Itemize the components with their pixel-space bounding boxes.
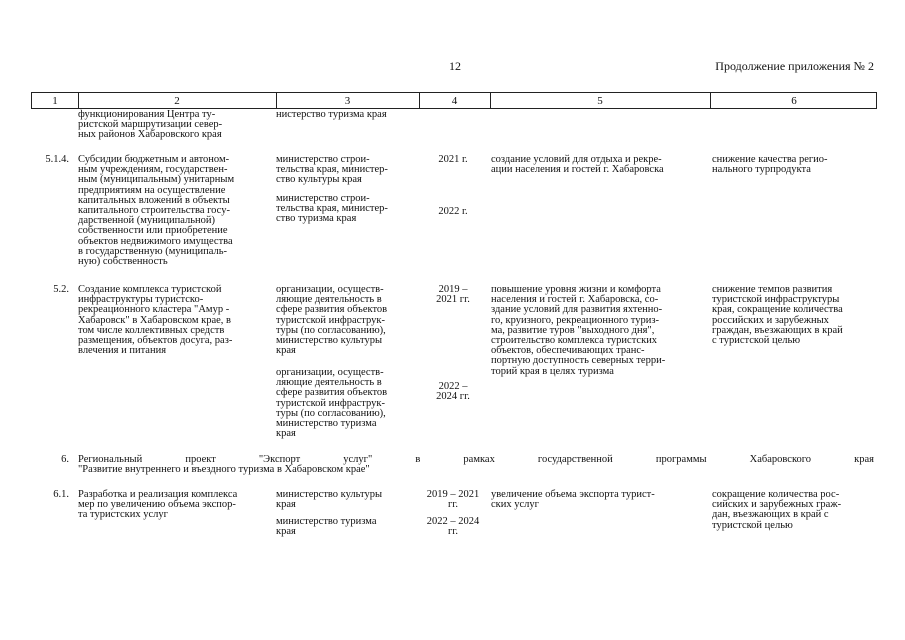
header-divider <box>490 93 491 108</box>
header-col-1: 1 <box>52 95 58 107</box>
header-divider <box>710 93 711 108</box>
row-6-1-result: увеличение объема экспорта турист- ских услуг <box>491 489 655 511</box>
row-5-1-4-result: создание условий для отдыха и рекре- ации населения и гостей г. Хабаровска <box>491 154 664 176</box>
row-5-1-4-period-b: 2022 г. <box>438 206 468 217</box>
header-divider <box>78 93 79 108</box>
row-6-1-period-a: 2019 – 2021 гг. <box>426 489 480 511</box>
row-5-1-4-period-a: 2021 г. <box>438 154 468 165</box>
row-5-1-4-consequence: снижение качества регио- нального турпродукта <box>712 154 828 176</box>
continuation-title: Продолжение приложения № 2 <box>715 59 874 73</box>
header-col-6: 6 <box>791 95 797 107</box>
row-6-title-line1: Региональный проект "Экспорт услуг" в рамках государственной программы Хабаровского края <box>78 454 874 465</box>
row-number-6-1: 6.1. <box>53 489 69 500</box>
row-5-2-period-a: 2019 – 2021 гг. <box>436 284 470 306</box>
row-6-1-period-b: 2022 – 2024 гг. <box>426 516 480 538</box>
row-6-1-executor-a: министерство культуры края <box>276 489 383 511</box>
page-number: 12 <box>449 59 461 73</box>
row-number-6: 6. <box>61 454 69 465</box>
row-5-2-consequence: снижение темпов развития туристской инфраструктуры края, сокращение количества российских и зарубежных граждан, въезжающих в край с туристской целью <box>712 284 843 347</box>
header-divider <box>276 93 277 108</box>
row-5-2-period-b: 2022 – 2024 гг. <box>436 381 470 403</box>
header-col-2: 2 <box>174 95 180 107</box>
row-6-1-executor-b: министерство туризма края <box>276 516 377 538</box>
header-col-5: 5 <box>597 95 603 107</box>
row-6-title-line2: "Развитие внутреннего и въездного туризма в Хабаровском крае" <box>78 464 370 475</box>
row-6-1-name: Разработка и реализация комплекса мер по увеличению объема экспор- та туристских услуг <box>78 489 238 521</box>
row-5-2-result: повышение уровня жизни и комфорта населения и гостей г. Хабаровска, со- здание условий для развития яхтенно- го, круизного, рекреационного туриз- ма, развитие туров "выходного дня", строительство комплекса туристских объектов, обеспечивающих транс- портную доступность северных терри- торий края в целях туризма <box>491 284 666 377</box>
row-5-1-4-executor-b: министерство строи- тельства края, министер- ство туризма края <box>276 193 388 225</box>
row-5-2-executor-b: организации, осуществ- ляющие деятельность в сфере развития объектов туристской инфраструк- туры (по согласованию), министерство туризма края <box>276 367 388 440</box>
table-header <box>31 92 877 109</box>
row-number-5-2: 5.2. <box>53 284 69 295</box>
row-6-1-consequence: сокращение количества рос- сийских и зарубежных граж- дан, въезжающих в край с туристской целью <box>712 489 842 531</box>
header-col-3: 3 <box>344 95 351 107</box>
row-continued-name: функционирования Центра ту- ристской маршрутизации север- ных районов Хабаровского края <box>78 109 223 141</box>
row-5-2-name: Создание комплекса туристской инфраструктуры туристско- рекреационного кластера "Амур - Хабаровск" в Хабаровском крае, в том числе коллективных средств размещения, объектов досуга, раз- влечения и питания <box>78 284 233 357</box>
row-5-2-executor-a: организации, осуществ- ляющие деятельность в сфере развития объектов туристской инфраструк- туры (по согласованию), министерство культуры края <box>276 284 388 357</box>
row-5-1-4-executor-a: министерство строи- тельства края, министер- ство культуры края <box>276 154 388 186</box>
row-number-5-1-4: 5.1.4. <box>45 154 69 165</box>
row-5-1-4-name: Субсидии бюджетным и автоном- ным учреждениям, государствен- ным (муниципальным) унитарным предприятиям на осуществление капитальных вложений в объекты капитального строительства госу- дарственной (муниципальной) собственности или приобретение объектов недвижимого имущества в государственную (муниципаль- ную) собственность <box>78 154 235 268</box>
row-continued-executor: нистерство туризма края <box>276 109 387 120</box>
header-divider <box>419 93 420 108</box>
header-col-4: 4 <box>451 95 458 107</box>
